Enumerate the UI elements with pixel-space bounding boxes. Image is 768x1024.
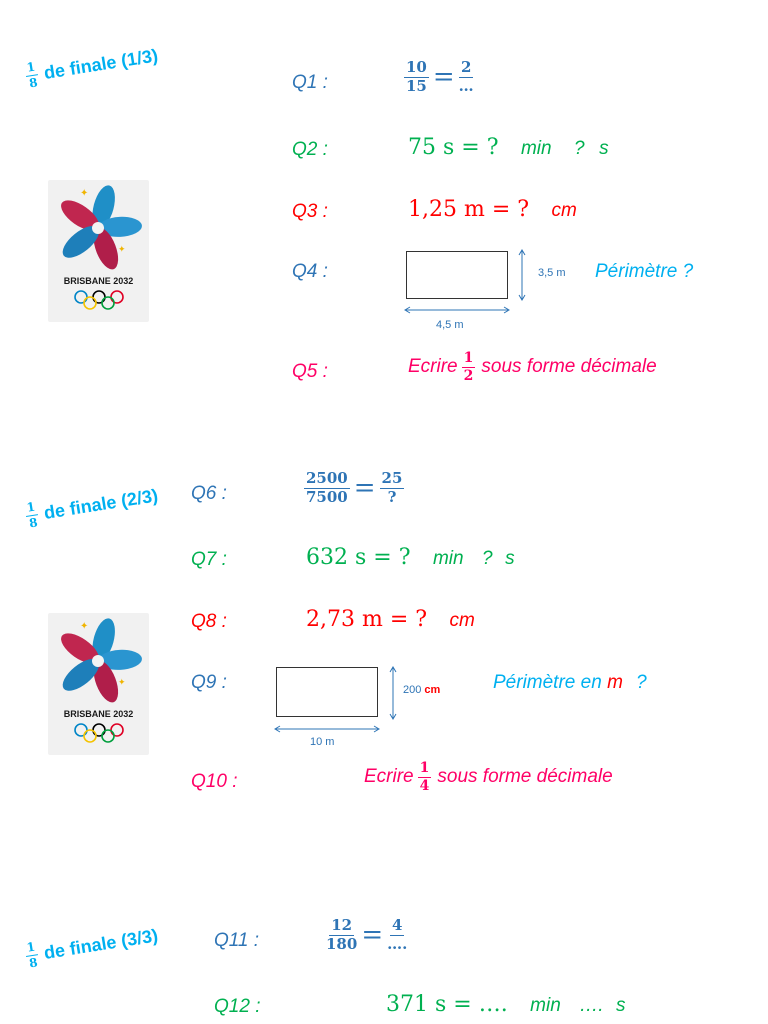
q12-expression: 371 s = …. min …. s [386, 992, 626, 1017]
q6-label: Q6 : [191, 483, 227, 504]
olympic-rings-icon [72, 723, 126, 743]
q4-width-label: 4,5 m [436, 319, 464, 331]
q9-height-arrow [388, 666, 398, 720]
heading-fraction: $\frac{1}{8}$ [25, 59, 39, 91]
q9-text: Périmètre en m ? [493, 672, 647, 693]
section-2-heading [24, 481, 160, 530]
q11-fraction-left: $\frac{12}{180}$ [326, 916, 358, 953]
brisbane-2032-logo [48, 613, 149, 755]
q5-fraction: $\frac{1}{2}$ [463, 350, 474, 384]
q4-text: Périmètre ? [595, 261, 694, 282]
q10-label: Q10 : [191, 771, 238, 792]
q9-height-label: 200 cm [403, 684, 441, 696]
q9-rectangle [276, 667, 378, 717]
q11-label: Q11 : [214, 930, 260, 951]
q6-fraction-right: $\frac{25}{?}$ [381, 469, 403, 506]
section-3-heading [24, 921, 160, 970]
q2-label: Q2 : [292, 139, 328, 160]
q10-expression: Ecrire $\frac{1}{4}$ sous forme décimale [364, 760, 613, 794]
q4-height-label: 3,5 m [538, 267, 566, 279]
heading-fraction: $\frac{1}{8}$ [25, 499, 39, 531]
q10-fraction: $\frac{1}{4}$ [419, 760, 430, 794]
logo-caption: BRISBANE 2032 [63, 276, 134, 286]
heading-text: de finale (2/3) [42, 484, 160, 523]
q11-fraction-right: $\frac{4}{\dots.}$ [387, 916, 408, 953]
svg-text:✦: ✦ [80, 188, 89, 199]
q1-expression [404, 60, 474, 95]
q1-fraction-right: $\frac{2}{\dots}$ [458, 58, 474, 95]
q6-expression [304, 471, 404, 506]
q6-fraction-left: $\frac{2500}{7500}$ [306, 469, 348, 506]
q5-label: Q5 : [292, 361, 328, 382]
q3-expression: 1,25 m = ? cm [408, 197, 577, 222]
q2-expression: 75 s = ? min ? s [408, 135, 609, 160]
heading-fraction: $\frac{1}{8}$ [25, 939, 39, 971]
q7-label: Q7 : [191, 549, 227, 570]
q3-label: Q3 : [292, 201, 328, 222]
q6-equals: = [353, 473, 376, 504]
q5-expression: Ecrire $\frac{1}{2}$ sous forme décimale [408, 350, 657, 384]
q1-fraction-left: $\frac{10}{15}$ [406, 58, 427, 95]
brisbane-2032-logo [48, 180, 149, 322]
q1-label: Q1 : [292, 72, 328, 93]
q12-label: Q12 : [214, 996, 261, 1017]
q9-width-label: 10 m [310, 736, 335, 748]
q4-label: Q4 : [292, 261, 328, 282]
section-1-heading [24, 41, 160, 90]
q7-expression: 632 s = ? min ? s [306, 545, 515, 570]
q4-width-arrow [404, 305, 510, 315]
heading-text: de finale (1/3) [42, 44, 160, 83]
svg-text:✦: ✦ [118, 677, 126, 687]
olympic-rings-icon [72, 290, 126, 310]
q11-expression [326, 918, 407, 953]
q8-label: Q8 : [191, 611, 227, 632]
q4-height-arrow [517, 249, 527, 301]
heading-text: de finale (3/3) [42, 924, 160, 963]
svg-text:✦: ✦ [118, 244, 126, 254]
q9-width-arrow [274, 724, 380, 734]
logo-caption: BRISBANE 2032 [63, 709, 134, 719]
q1-equals: = [432, 62, 455, 93]
q9-label: Q9 : [191, 672, 227, 693]
q11-equals: = [361, 920, 384, 951]
q4-rectangle [406, 251, 508, 299]
svg-text:✦: ✦ [80, 621, 89, 632]
q8-expression: 2,73 m = ? cm [306, 607, 475, 632]
